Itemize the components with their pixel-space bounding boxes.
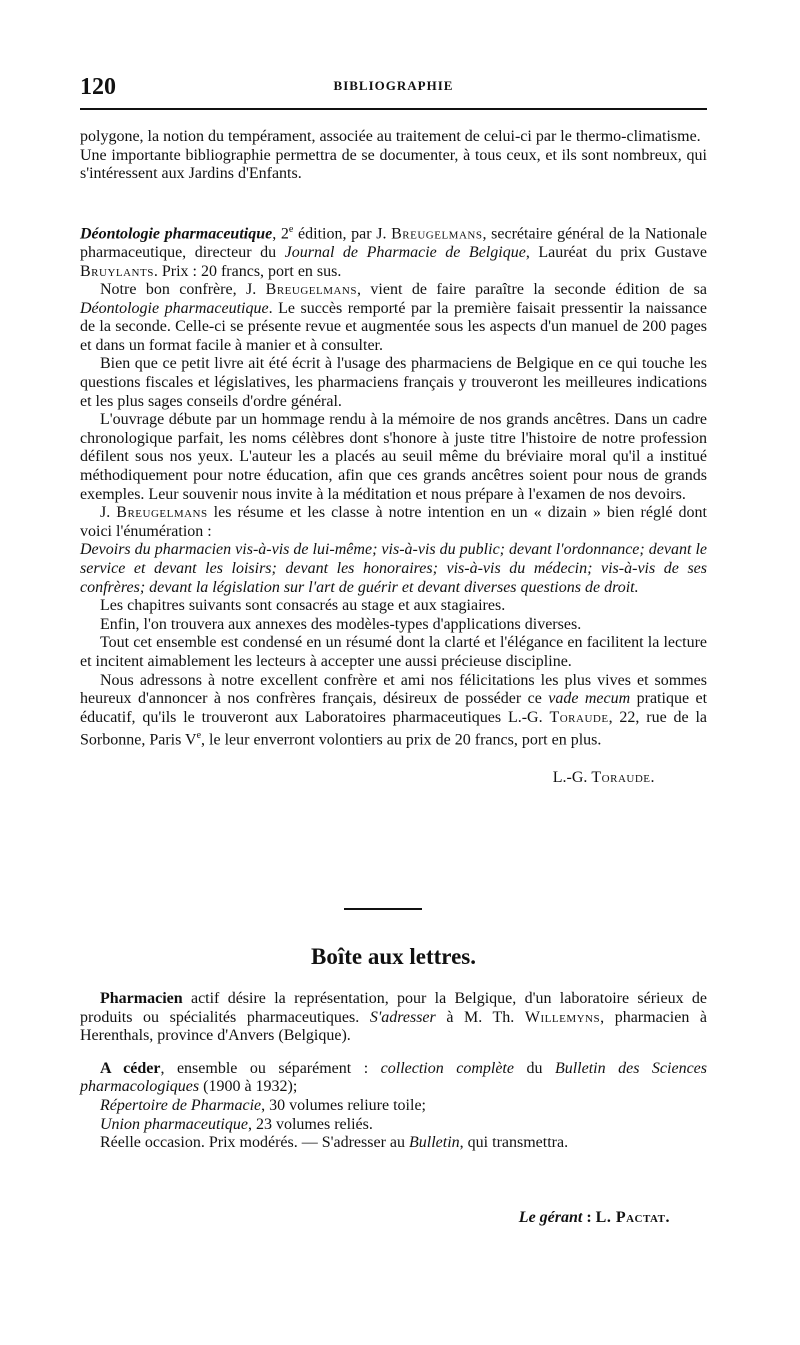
review-paragraph-5: Les chapitres suivants sont consacrés au stage et aux stagiaires. bbox=[100, 597, 506, 615]
review-journal: Journal de Pharmacie de Belgique bbox=[284, 243, 526, 261]
review-duties-list: Devoirs du pharmacien vis-à-vis de lui-même; vis-à-vis du public; devant l'ordonnance; devant le service et devant les loisirs; devant les honoraires; vis-à-vis du médecin; vis-à-vis de ses confrères; devant la législation sur l'art de guérir et devant diverses questions de droit. bbox=[80, 541, 707, 596]
mailbox-ad-2: A céder, ensemble ou séparément : collection complète du Bulletin des Sciences pharmacologiques (1900 à 1932); bbox=[80, 1059, 707, 1096]
review-author: Breugelmans bbox=[391, 225, 483, 243]
page-header bbox=[80, 74, 707, 104]
mailbox-ad-2-note: Réelle occasion. Prix modérés. — S'adresser au Bulletin, qui transmettra. bbox=[100, 1134, 569, 1152]
review-citation: Déontologie pharmaceutique, 2e édition, par J. Breugelmans, secrétaire général de la Nationale pharmaceutique, directeur du Journal de Pharmacie de Belgique, Lauréat du prix Gustave Bruylants. Prix : 20 francs, port en sus. bbox=[80, 224, 708, 280]
review-paragraph-1: Notre bon confrère, J. Breugelmans, vient de faire paraître la seconde édition de sa Déontologie pharmaceutique. Le succès remporté par la première faisait pressentir la naissance de la seconde. Celle-ci se présente revue et augmentée sous les aspects d'un manuel de 200 pages et dans un format facile à manier et à consulter. bbox=[80, 281, 707, 354]
running-head: BIBLIOGRAPHIE bbox=[333, 78, 454, 93]
managing-editor-signature: Le gérant : L. Pactat. bbox=[518, 1209, 670, 1226]
review-signature: L.-G. Toraude. bbox=[552, 769, 655, 787]
intro-paragraph-1: polygone, la notion du tempérament, associée au traitement de celui-ci par le thermo-climatisme. bbox=[80, 128, 701, 145]
mailbox-ad-1: Pharmacien actif désire la représentation, pour la Belgique, d'un laboratoire sérieux de produits ou spécialités pharmaceutiques. S'adresser à M. Th. Willemyns, pharmacien à Herenthals, province d'Anvers (Belgique). bbox=[80, 990, 707, 1045]
section-divider bbox=[344, 908, 422, 910]
page-number: 120 bbox=[80, 74, 116, 100]
review-paragraph-4: J. Breugelmans les résume et les classe à notre intention en un « dizain » bien réglé dont voici l'énumération : bbox=[80, 504, 707, 540]
review-book-title: Déontologie pharmaceutique bbox=[80, 225, 273, 243]
mailbox-ad-2-item-1: Répertoire de Pharmacie, 30 volumes reliure toile; bbox=[100, 1096, 426, 1114]
review-paragraph-2: Bien que ce petit livre ait été écrit à l'usage des pharmaciens de Belgique en ce qui touche les questions fiscales et législatives, les pharmaciens français y trouveront les meilleures indications et les plus sages conseils d'ordre général. bbox=[80, 355, 707, 410]
review-paragraph-7: Tout cet ensemble est condensé en un résumé dont la clarté et l'élégance en facilitent la lecture et incitent aimablement les lecteurs à accepter une aussi précieuse discipline. bbox=[80, 634, 707, 670]
intro-text bbox=[80, 128, 707, 184]
mailbox-ad-2-item-2: Union pharmaceutique, 23 volumes reliés. bbox=[100, 1115, 373, 1133]
intro-paragraph-2: Une importante bibliographie permettra de se documenter, à tous ceux, et ils sont nombreux, qui s'intéressent aux Jardins d'Enfants. bbox=[80, 146, 707, 183]
mailbox-title: Boîte aux lettres. bbox=[310, 944, 476, 969]
header-rule bbox=[80, 108, 707, 110]
review-paragraph-8: Nous adressons à notre excellent confrère et ami nos félicitations les plus vives et sommes heureux d'annoncer à nos confrères français, désireux de posséder ce vade mecum pratique et éducatif, qu'ils le trouveront aux Laboratoires pharmaceutiques L.-G. Toraude, 22, rue de la Sorbonne, Paris Ve, le leur enverront volontiers au prix de 20 francs, port en plus. bbox=[80, 671, 708, 749]
mailbox-section bbox=[80, 990, 707, 1153]
review-paragraph-6: Enfin, l'on trouvera aux annexes des modèles-types d'applications diverses. bbox=[100, 615, 582, 633]
review-paragraph-3: L'ouvrage débute par un hommage rendu à la mémoire de nos grands ancêtres. Dans un cadre chronologique parfait, les noms célèbres dont s'honore à juste titre l'histoire de notre profession défilent sous nos yeux. L'auteur les a placés au seuil même du bréviaire moral qu'il a institué méthodiquement pour notre éducation, afin que ces grands ancêtres soient pour nous de grands exemples. Leur souvenir nous invite à la méditation et nous prépare à l'examen de nos devoirs. bbox=[80, 411, 707, 503]
review-section bbox=[80, 221, 707, 788]
